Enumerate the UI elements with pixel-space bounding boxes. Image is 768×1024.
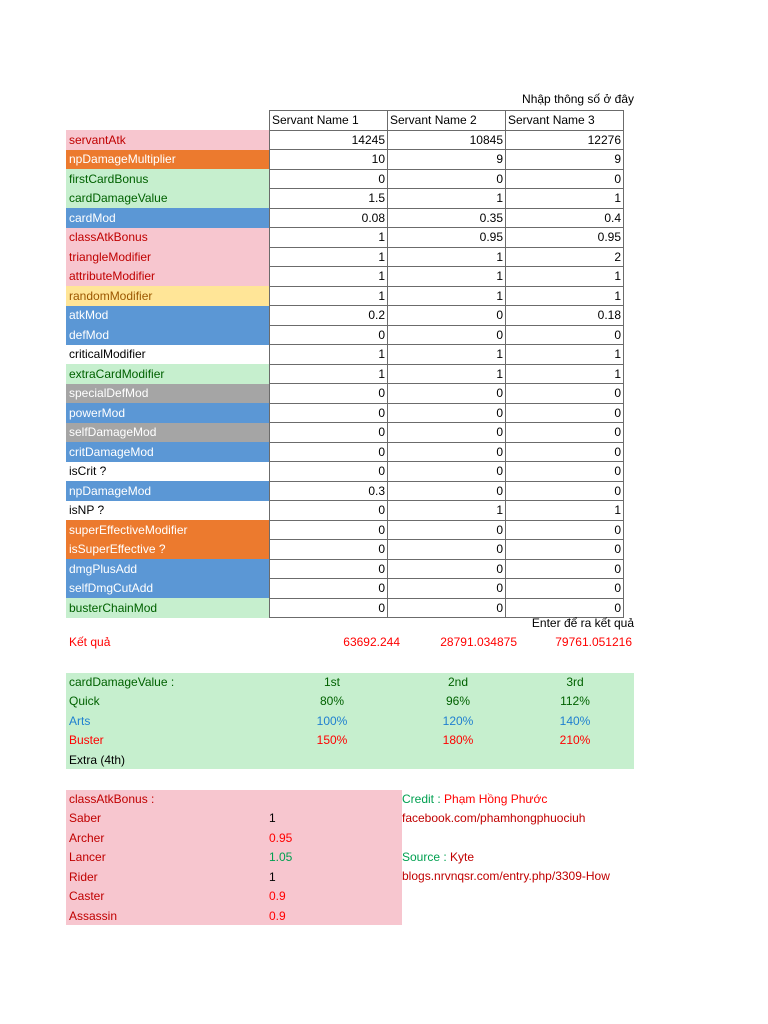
parameter-value-cell[interactable]: 1 [506,189,624,209]
parameter-value-cell[interactable]: 0 [270,559,388,579]
class-atk-value: 1 [269,811,276,825]
card-damage-header-2nd: 2nd [447,675,469,689]
card-damage-percent: 112% [560,694,590,708]
parameter-label: selfDamageMod [66,423,270,443]
parameter-value-cell[interactable]: 0 [506,540,624,560]
card-damage-row [66,712,634,731]
parameter-label: extraCardModifier [66,364,270,384]
parameter-value-cell[interactable]: 1 [270,228,388,248]
card-damage-percent: 120% [442,713,474,728]
parameter-row [66,325,624,345]
parameter-value-cell[interactable]: 0 [270,325,388,345]
parameter-value-cell[interactable]: 0.4 [506,208,624,228]
class-atk-row [66,887,402,906]
card-damage-percent: 96% [445,694,471,708]
parameter-label: npDamageMod [66,481,270,501]
parameter-label: isNP ? [66,501,270,521]
parameter-row [66,247,624,267]
source-name: Kyte [450,850,475,864]
parameter-value-cell[interactable]: 0 [270,520,388,540]
parameter-label: triangleModifier [66,247,270,267]
parameter-value-cell[interactable]: 0.18 [506,306,624,326]
parameter-label: randomModifier [66,286,270,306]
parameter-label: powerMod [66,403,270,423]
card-damage-percent: 210% [559,733,591,747]
parameter-label: criticalModifier [66,345,270,365]
class-name: Lancer [69,850,106,864]
class-atk-row [66,907,402,926]
parameter-value-cell[interactable]: 0.95 [388,228,506,248]
parameter-value-cell[interactable]: 0.95 [506,228,624,248]
parameter-value-cell[interactable]: 0 [388,384,506,404]
parameter-value-cell[interactable]: 0 [388,559,506,579]
card-damage-percent: 150% [316,733,348,747]
parameter-row [66,598,624,618]
card-type-name: Arts [69,713,91,728]
parameter-value-cell[interactable]: 0 [388,462,506,482]
result-value-2: 28791.034875 [440,635,517,649]
parameter-value-cell[interactable]: 1 [506,364,624,384]
parameter-value-cell[interactable]: 0 [506,520,624,540]
parameter-row [66,481,624,501]
parameter-row [66,501,624,521]
parameter-value-cell[interactable]: 0 [506,462,624,482]
class-atk-bonus-table [66,790,402,925]
card-damage-percent: 80% [319,694,345,708]
parameter-value-cell[interactable]: 0 [506,403,624,423]
parameter-label: attributeModifier [66,267,270,287]
parameter-value-cell[interactable]: 1 [270,286,388,306]
parameter-value-cell[interactable]: 0 [388,481,506,501]
parameter-value-cell[interactable]: 0.35 [388,208,506,228]
parameter-value-cell[interactable]: 0 [388,520,506,540]
parameter-value-cell[interactable]: 1 [270,247,388,267]
enter-hint-note: Enter để ra kết quả [531,616,634,630]
parameter-row [66,384,624,404]
result-label: Kết quả [69,635,111,649]
parameter-row [66,286,624,306]
parameter-value-cell[interactable]: 9 [388,150,506,170]
parameter-label: selfDmgCutAdd [66,579,270,599]
parameter-row [66,579,624,599]
input-hint-note: Nhập thông số ở đây [522,92,634,106]
parameter-value-cell[interactable]: 1 [506,286,624,306]
parameter-value-cell[interactable]: 0 [506,559,624,579]
parameter-label: npDamageMultiplier [66,150,270,170]
card-type-name: Quick [69,694,100,708]
credit-block [402,790,634,885]
parameter-label: servantAtk [66,130,270,150]
parameter-label: atkMod [66,306,270,326]
parameter-value-cell[interactable]: 0 [270,579,388,599]
parameter-value-cell[interactable]: 0 [388,403,506,423]
class-name: Caster [69,889,105,903]
class-name: Saber [69,811,102,825]
card-type-name: Buster [69,733,104,747]
parameter-row [66,130,624,150]
class-atk-row [66,848,402,867]
parameter-value-cell[interactable]: 1 [388,267,506,287]
parameter-value-cell[interactable]: 0 [270,501,388,521]
parameter-value-cell[interactable]: 1 [388,286,506,306]
parameter-label: defMod [66,325,270,345]
class-name: Archer [69,830,105,845]
parameter-value-cell[interactable]: 0 [388,598,506,618]
parameter-value-cell[interactable]: 0 [506,579,624,599]
credit-label: Credit : [402,792,441,806]
parameter-value-cell[interactable]: 0 [388,423,506,443]
parameter-value-cell[interactable]: 0 [270,423,388,443]
parameter-label: cardDamageValue [66,189,270,209]
parameter-value-cell[interactable]: 0 [270,442,388,462]
class-atk-value: 1.05 [269,850,293,864]
parameter-value-cell[interactable]: 0 [506,384,624,404]
header-blank-cell [66,111,270,131]
parameter-value-cell[interactable]: 0 [506,442,624,462]
parameter-value-cell[interactable]: 0 [270,384,388,404]
parameter-value-cell[interactable]: 9 [506,150,624,170]
parameter-table [66,110,624,618]
card-damage-header-3rd: 3rd [566,675,584,689]
parameter-row [66,228,624,248]
parameter-label: superEffectiveModifier [66,520,270,540]
parameter-value-cell[interactable]: 1 [388,364,506,384]
credit-name: Phạm Hồng Phước [444,792,548,806]
parameter-header-row [66,111,624,131]
parameter-value-cell[interactable]: 0 [388,306,506,326]
result-row [66,635,634,653]
card-damage-row [66,731,634,750]
class-name: Rider [69,869,98,884]
parameter-row [66,189,624,209]
card-damage-row [66,692,634,711]
parameter-row [66,559,624,579]
parameter-row [66,520,624,540]
parameter-label: critDamageMod [66,442,270,462]
parameter-value-cell[interactable]: 1 [270,345,388,365]
source-label: Source : [402,850,447,864]
parameter-value-cell[interactable]: 10 [270,150,388,170]
parameter-row [66,208,624,228]
parameter-value-cell[interactable]: 2 [506,247,624,267]
class-atk-title: classAtkBonus : [69,792,155,806]
class-atk-row [66,809,402,828]
parameter-value-cell[interactable]: 1 [388,501,506,521]
parameter-row [66,364,624,384]
parameter-value-cell[interactable]: 1 [388,247,506,267]
class-atk-value: 0.9 [269,889,286,903]
parameter-label: cardMod [66,208,270,228]
parameter-value-cell[interactable]: 1 [506,267,624,287]
parameter-value-cell[interactable]: 0 [506,169,624,189]
parameter-value-cell[interactable]: 0 [388,579,506,599]
card-damage-percent: 100% [316,713,348,728]
parameter-value-cell[interactable]: 1 [388,345,506,365]
parameter-row [66,345,624,365]
parameter-label: dmgPlusAdd [66,559,270,579]
parameter-label: specialDefMod [66,384,270,404]
parameter-value-cell[interactable]: 14245 [270,130,388,150]
servant-column-header[interactable]: Servant Name 2 [388,111,506,131]
result-value-1: 63692.244 [343,635,400,649]
parameter-value-cell[interactable]: 0.3 [270,481,388,501]
parameter-value-cell[interactable]: 0 [506,598,624,618]
parameter-label: isSuperEffective ? [66,540,270,560]
class-atk-value: 0.9 [269,908,286,923]
parameter-value-cell[interactable]: 1 [388,189,506,209]
parameter-row [66,267,624,287]
credit-facebook-link[interactable]: facebook.com/phamhongphuociuh [402,811,586,825]
parameter-value-cell[interactable]: 0.2 [270,306,388,326]
class-atk-value: 1 [269,869,276,884]
card-damage-header-row [66,673,634,692]
card-type-name: Extra (4th) [69,752,126,767]
servant-column-header[interactable]: Servant Name 1 [270,111,388,131]
parameter-value-cell[interactable]: 0 [270,403,388,423]
parameter-value-cell[interactable]: 0 [388,325,506,345]
card-damage-percent: 140% [559,713,591,728]
parameter-label: busterChainMod [66,598,270,618]
card-damage-row [66,751,634,770]
source-blog-link[interactable]: blogs.nrvnqsr.com/entry.php/3309-How [402,869,610,883]
parameter-value-cell[interactable]: 0 [506,481,624,501]
parameter-label: firstCardBonus [66,169,270,189]
result-value-3: 79761.051216 [555,635,632,649]
parameter-row [66,540,624,560]
card-damage-header-1st: 1st [323,675,340,689]
source-line [402,850,474,864]
parameter-value-cell[interactable]: 0 [388,540,506,560]
parameter-value-cell[interactable]: 0 [270,598,388,618]
parameter-value-cell[interactable]: 0 [270,169,388,189]
parameter-value-cell[interactable]: 1 [270,364,388,384]
parameter-row [66,150,624,170]
parameter-value-cell[interactable]: 0 [388,442,506,462]
parameter-value-cell[interactable]: 10845 [388,130,506,150]
parameter-value-cell[interactable]: 0 [506,423,624,443]
class-atk-title-row [66,790,402,809]
card-damage-percent: 180% [442,733,474,747]
parameter-row [66,442,624,462]
class-atk-row [66,868,402,887]
parameter-row [66,462,624,482]
class-name: Assassin [69,908,118,923]
parameter-value-cell[interactable]: 0 [270,540,388,560]
parameter-value-cell[interactable]: 0 [506,325,624,345]
parameter-row [66,423,624,443]
parameter-value-cell[interactable]: 0.08 [270,208,388,228]
parameter-value-cell[interactable]: 1.5 [270,189,388,209]
parameter-value-cell[interactable]: 12276 [506,130,624,150]
parameter-value-cell[interactable]: 1 [270,267,388,287]
parameter-label: isCrit ? [66,462,270,482]
parameter-value-cell[interactable]: 0 [270,462,388,482]
parameter-row [66,306,624,326]
credit-line [402,792,547,806]
parameter-label: classAtkBonus [66,228,270,248]
card-damage-value-table [66,673,634,769]
parameter-value-cell[interactable]: 1 [506,345,624,365]
class-atk-row [66,829,402,848]
parameter-row [66,169,624,189]
parameter-value-cell[interactable]: 1 [506,501,624,521]
servant-column-header[interactable]: Servant Name 3 [506,111,624,131]
card-damage-title: cardDamageValue : [69,675,175,689]
parameter-value-cell[interactable]: 0 [388,169,506,189]
parameter-row [66,403,624,423]
class-atk-value: 0.95 [269,830,293,845]
